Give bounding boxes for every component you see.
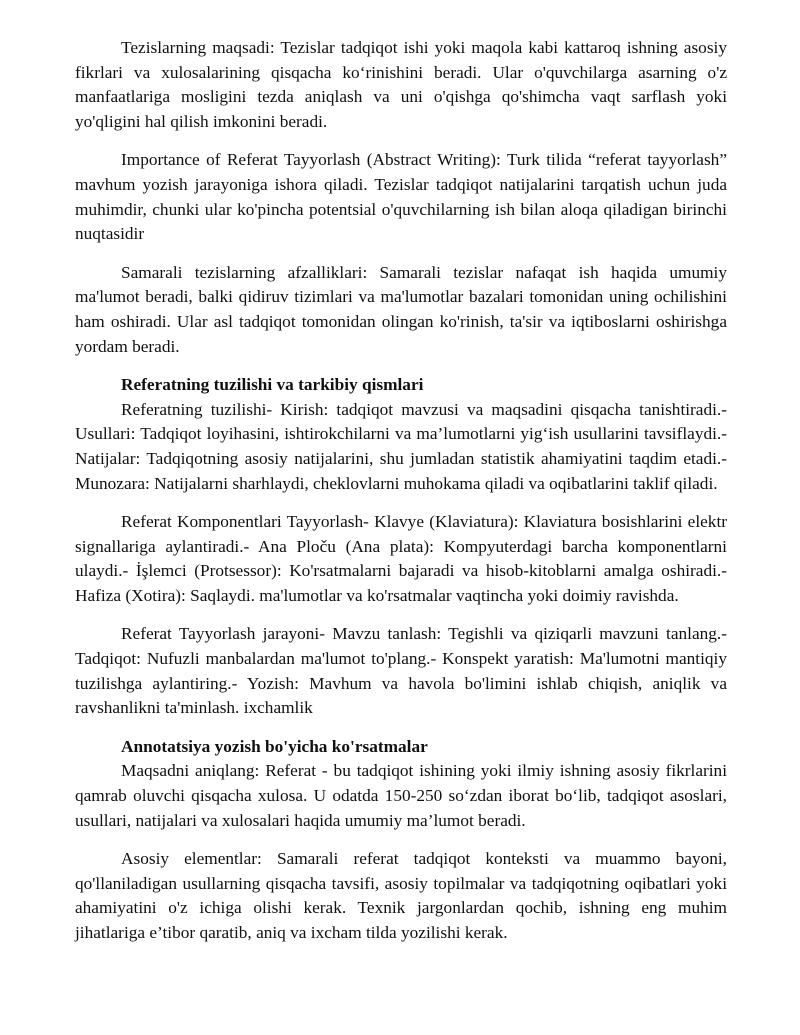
paragraph-tuzilishi: Referatning tuzilishi- Kirish: tadqiqot mavzusi va maqsadini qisqacha tanishtiradi.- Usullari: Tadqiqot loyihasini, ishtirokchilarni va ma’lumotlarni yig‘ish usullarini tavsiflaydi.- Natijalar: Tadqiqotning asosiy natijalarini, shu jumladan statistik ahamiyatini taqdim etadi.- Munozara: Natijalarni sharhlaydi, cheklovlarni muhokama qiladi va oqibatlarini taklif qiladi. [75, 399, 727, 493]
paragraph-tezislar-maqsadi: Tezislarning maqsadi: Tezislar tadqiqot ishi yoki maqola kabi kattaroq ishning asosiy fikrlari va xulosalarining qisqacha ko‘rinishini beradi. Ular o'quvchilarga asarning o'z manfaatlariga mosligini tezda aniqlash va uni o'qishga qo'shimcha vaqt sarflash yoki yo'qligini hal qilish imkonini beradi. [75, 38, 727, 131]
paragraph-maqsadni-aniqlang: Maqsadni aniqlang: Referat - bu tadqiqot ishining yoki ilmiy ishning asosiy fikrlarini qamrab oluvchi qisqacha xulosa. U odatda 150-250 so‘zdan iborat bo‘lib, tadqiqot asoslari, usullari, natijalari va xulosalari haqida umumiy ma’lumot beradi. [75, 761, 727, 830]
paragraph-jarayoni: Referat Tayyorlash jarayoni- Mavzu tanlash: Tegishli va qiziqarli mavzuni tanlang.- Tadqiqot: Nufuzli manbalardan ma'lumot to'plang.- Konspekt yaratish: Ma'lumotni mantiqiy tuzilishga aylantiring.- Yozish: Mavhum va havola bo'limini ishlab chiqish, aniqlik va ravshanlikni ta'minlash. ixchamlik [75, 624, 727, 718]
paragraph-importance: Importance of Referat Tayyorlash (Abstract Writing): Turk tilida “referat tayyorlash” mavhum yozish jarayoniga ishora qiladi. Tezislar tadqiqot natijalarini tarqatish uchun juda muhimdir, chunki ular ko'pincha potentsial o'quvchilarning ish bilan aloqa qiladigan birinchi nuqtasidir [75, 150, 727, 244]
paragraph-komponentlari: Referat Komponentlari Tayyorlash- Klavye (Klaviatura): Klaviatura bosishlarini elektr signallariga aylantiradi.- Ana Ploču (Ana plata): Kompyuterdagi barcha komponentlarni ulaydi.- İşlemci (Protsessor): Ko'rsatmalarni bajaradi va hisob-kitoblarni amalga oshiradi.- Hafiza (Xotira): Saqlaydi. ma'lumotlar va ko'rsatmalar vaqtincha yoki doimiy ravishda. [75, 512, 727, 605]
section-heading-annotatsiya: Annotatsiya yozish bo'yicha ko'rsatmalar [121, 736, 428, 756]
document-page [75, 36, 727, 960]
section-heading-tuzilishi: Referatning tuzilishi va tarkibiy qismlari [121, 375, 424, 395]
paragraph-afzalliklari: Samarali tezislarning afzalliklari: Samarali tezislar nafaqat ish haqida umumiy ma'lumot beradi, balki qidiruv tizimlari va ma'lumotlar bazalari tomonidan uning ochilishini ham oshiradi. Ular asl tadqiqot tomonidan olingan ko'rinish, ta'sir va iqtiboslarni oshirishga yordam beradi. [75, 262, 727, 356]
paragraph-asosiy-elementlar: Asosiy elementlar: Samarali referat tadqiqot konteksti va muammo bayoni, qo'llaniladigan usullarning qisqacha tavsifi, asosiy topilmalar va tadqiqotning oqibatlari yoki ahamiyatini o'z ichiga olishi kerak. Texnik jargonlardan qochib, ishning eng muhim jihatlariga e’tibor qaratib, aniq va ixcham tilda yozilishi kerak. [75, 849, 727, 942]
